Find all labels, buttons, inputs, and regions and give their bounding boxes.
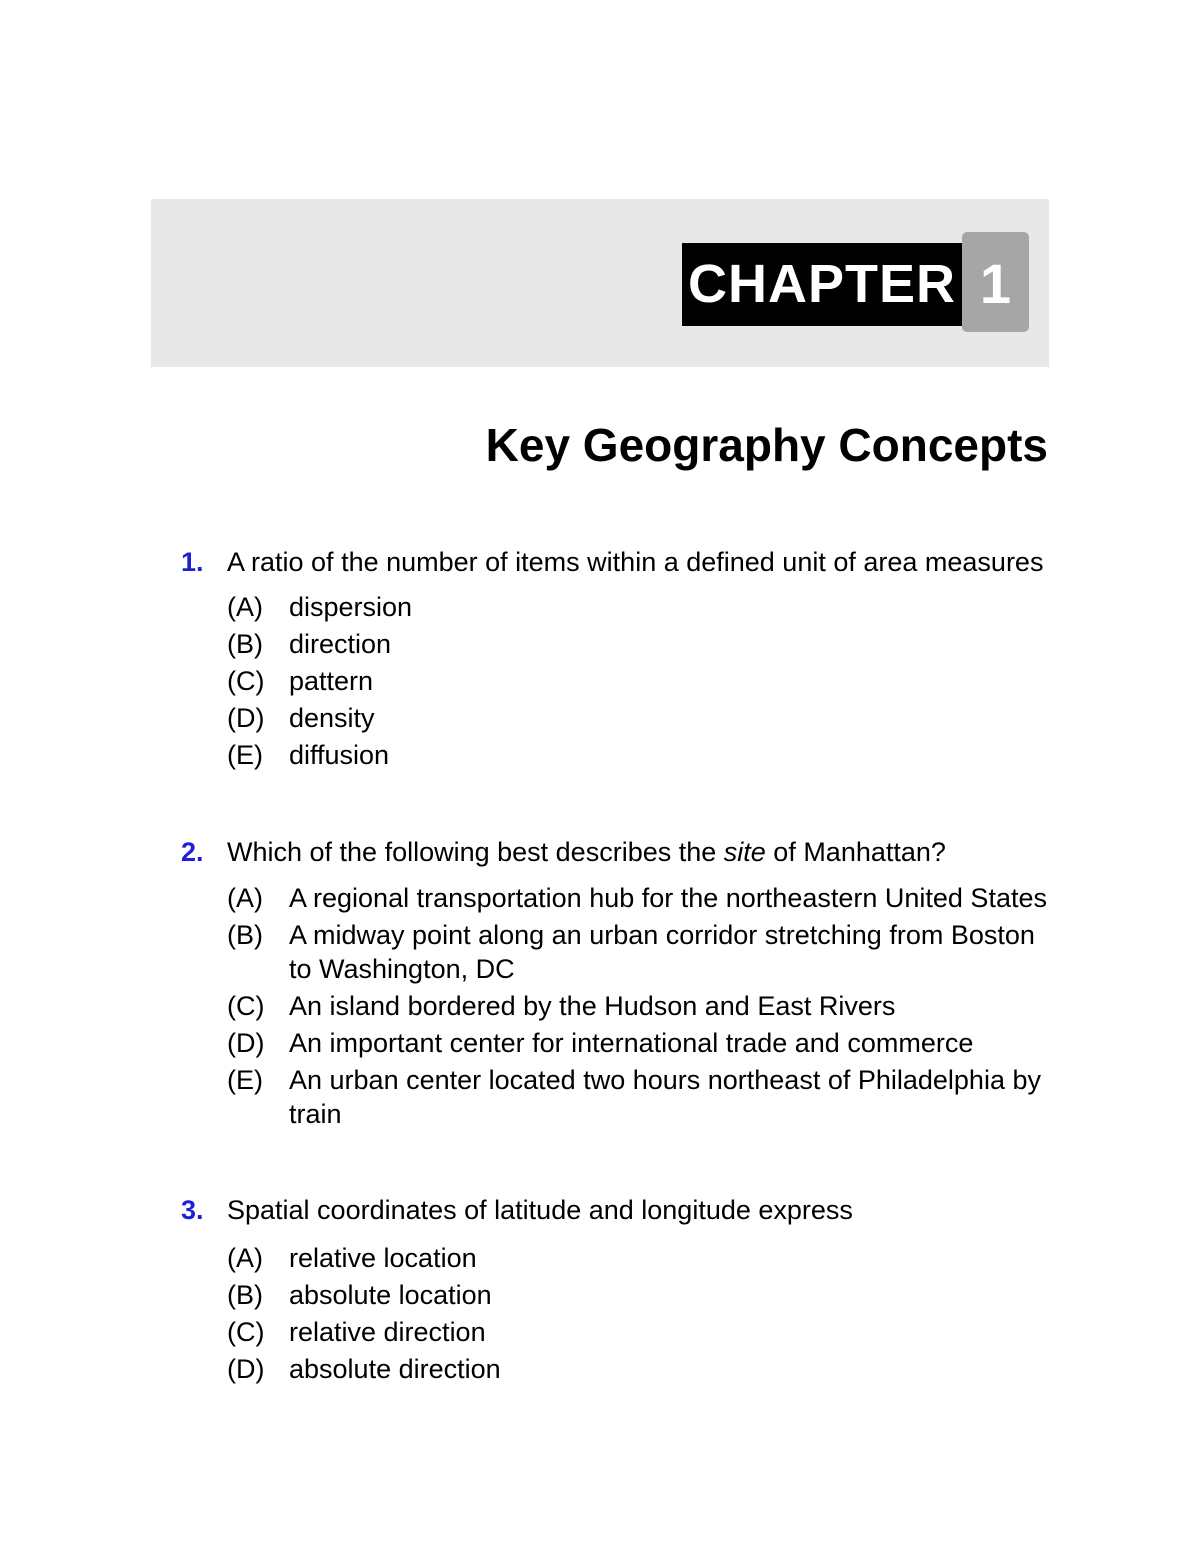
question-2 <box>181 835 1061 1134</box>
question-stem <box>181 545 1061 579</box>
answer-choice <box>181 1241 1061 1275</box>
choice-text: An urban center located two hours northeast of Philadelphia by train <box>289 1065 1041 1129</box>
answer-choice <box>181 664 1061 698</box>
chapter-number-badge: 1 <box>962 232 1029 332</box>
question-1 <box>181 545 1061 775</box>
choice-text: An island bordered by the Hudson and East Rivers <box>289 991 896 1021</box>
answer-choice <box>181 918 1061 986</box>
answer-choice <box>181 1315 1061 1349</box>
answer-choice <box>181 590 1061 624</box>
choice-text: absolute location <box>289 1280 492 1310</box>
choice-text: absolute direction <box>289 1354 501 1384</box>
question-text: A ratio of the number of items within a defined unit of area measures <box>227 547 1044 577</box>
question-text-emphasis: site <box>723 837 766 867</box>
answer-choice <box>181 1352 1061 1386</box>
question-number: 3. <box>181 1195 204 1225</box>
choice-letter: (C) <box>227 991 265 1021</box>
choice-letter: (D) <box>227 1354 265 1384</box>
choice-text: dispersion <box>289 592 413 622</box>
question-text: Spatial coordinates of latitude and longitude express <box>227 1195 853 1225</box>
answer-choice <box>181 701 1061 735</box>
choice-letter: (B) <box>227 1280 263 1310</box>
choice-letter: (E) <box>227 740 263 770</box>
question-number: 1. <box>181 547 204 577</box>
answer-choice <box>181 1063 1061 1131</box>
choice-letter: (C) <box>227 666 265 696</box>
chapter-label: CHAPTER <box>682 243 962 326</box>
question-text-before: Which of the following best describes the <box>227 837 724 867</box>
choice-text: density <box>289 703 375 733</box>
answer-choice <box>181 738 1061 772</box>
choice-letter: (A) <box>227 1243 263 1273</box>
question-number: 2. <box>181 837 204 867</box>
answer-choices <box>181 1241 1061 1386</box>
answer-choices <box>181 881 1061 1131</box>
choice-letter: (B) <box>227 920 263 950</box>
choice-letter: (D) <box>227 1028 265 1058</box>
choice-text: diffusion <box>289 740 390 770</box>
answer-choice <box>181 881 1061 915</box>
question-stem <box>181 835 1061 869</box>
choice-text: relative location <box>289 1243 477 1273</box>
choice-letter: (C) <box>227 1317 265 1347</box>
choice-letter: (A) <box>227 592 263 622</box>
answer-choice <box>181 627 1061 661</box>
question-stem <box>181 1193 1061 1227</box>
choice-letter: (B) <box>227 629 263 659</box>
question-3 <box>181 1193 1061 1389</box>
answer-choice <box>181 1278 1061 1312</box>
choice-text: A regional transportation hub for the northeastern United States <box>289 883 1047 913</box>
choice-letter: (D) <box>227 703 265 733</box>
answer-choice <box>181 1026 1061 1060</box>
answer-choice <box>181 989 1061 1023</box>
choice-text: A midway point along an urban corridor stretching from Boston to Washington, DC <box>289 920 1035 984</box>
choice-text: direction <box>289 629 392 659</box>
choice-text: relative direction <box>289 1317 486 1347</box>
question-text-after: of Manhattan? <box>765 837 946 867</box>
choice-text: pattern <box>289 666 374 696</box>
choice-letter: (A) <box>227 883 263 913</box>
choice-text: An important center for international trade and commerce <box>289 1028 974 1058</box>
answer-choices <box>181 590 1061 772</box>
page-title: Key Geography Concepts <box>485 419 1048 471</box>
choice-letter: (E) <box>227 1065 263 1095</box>
